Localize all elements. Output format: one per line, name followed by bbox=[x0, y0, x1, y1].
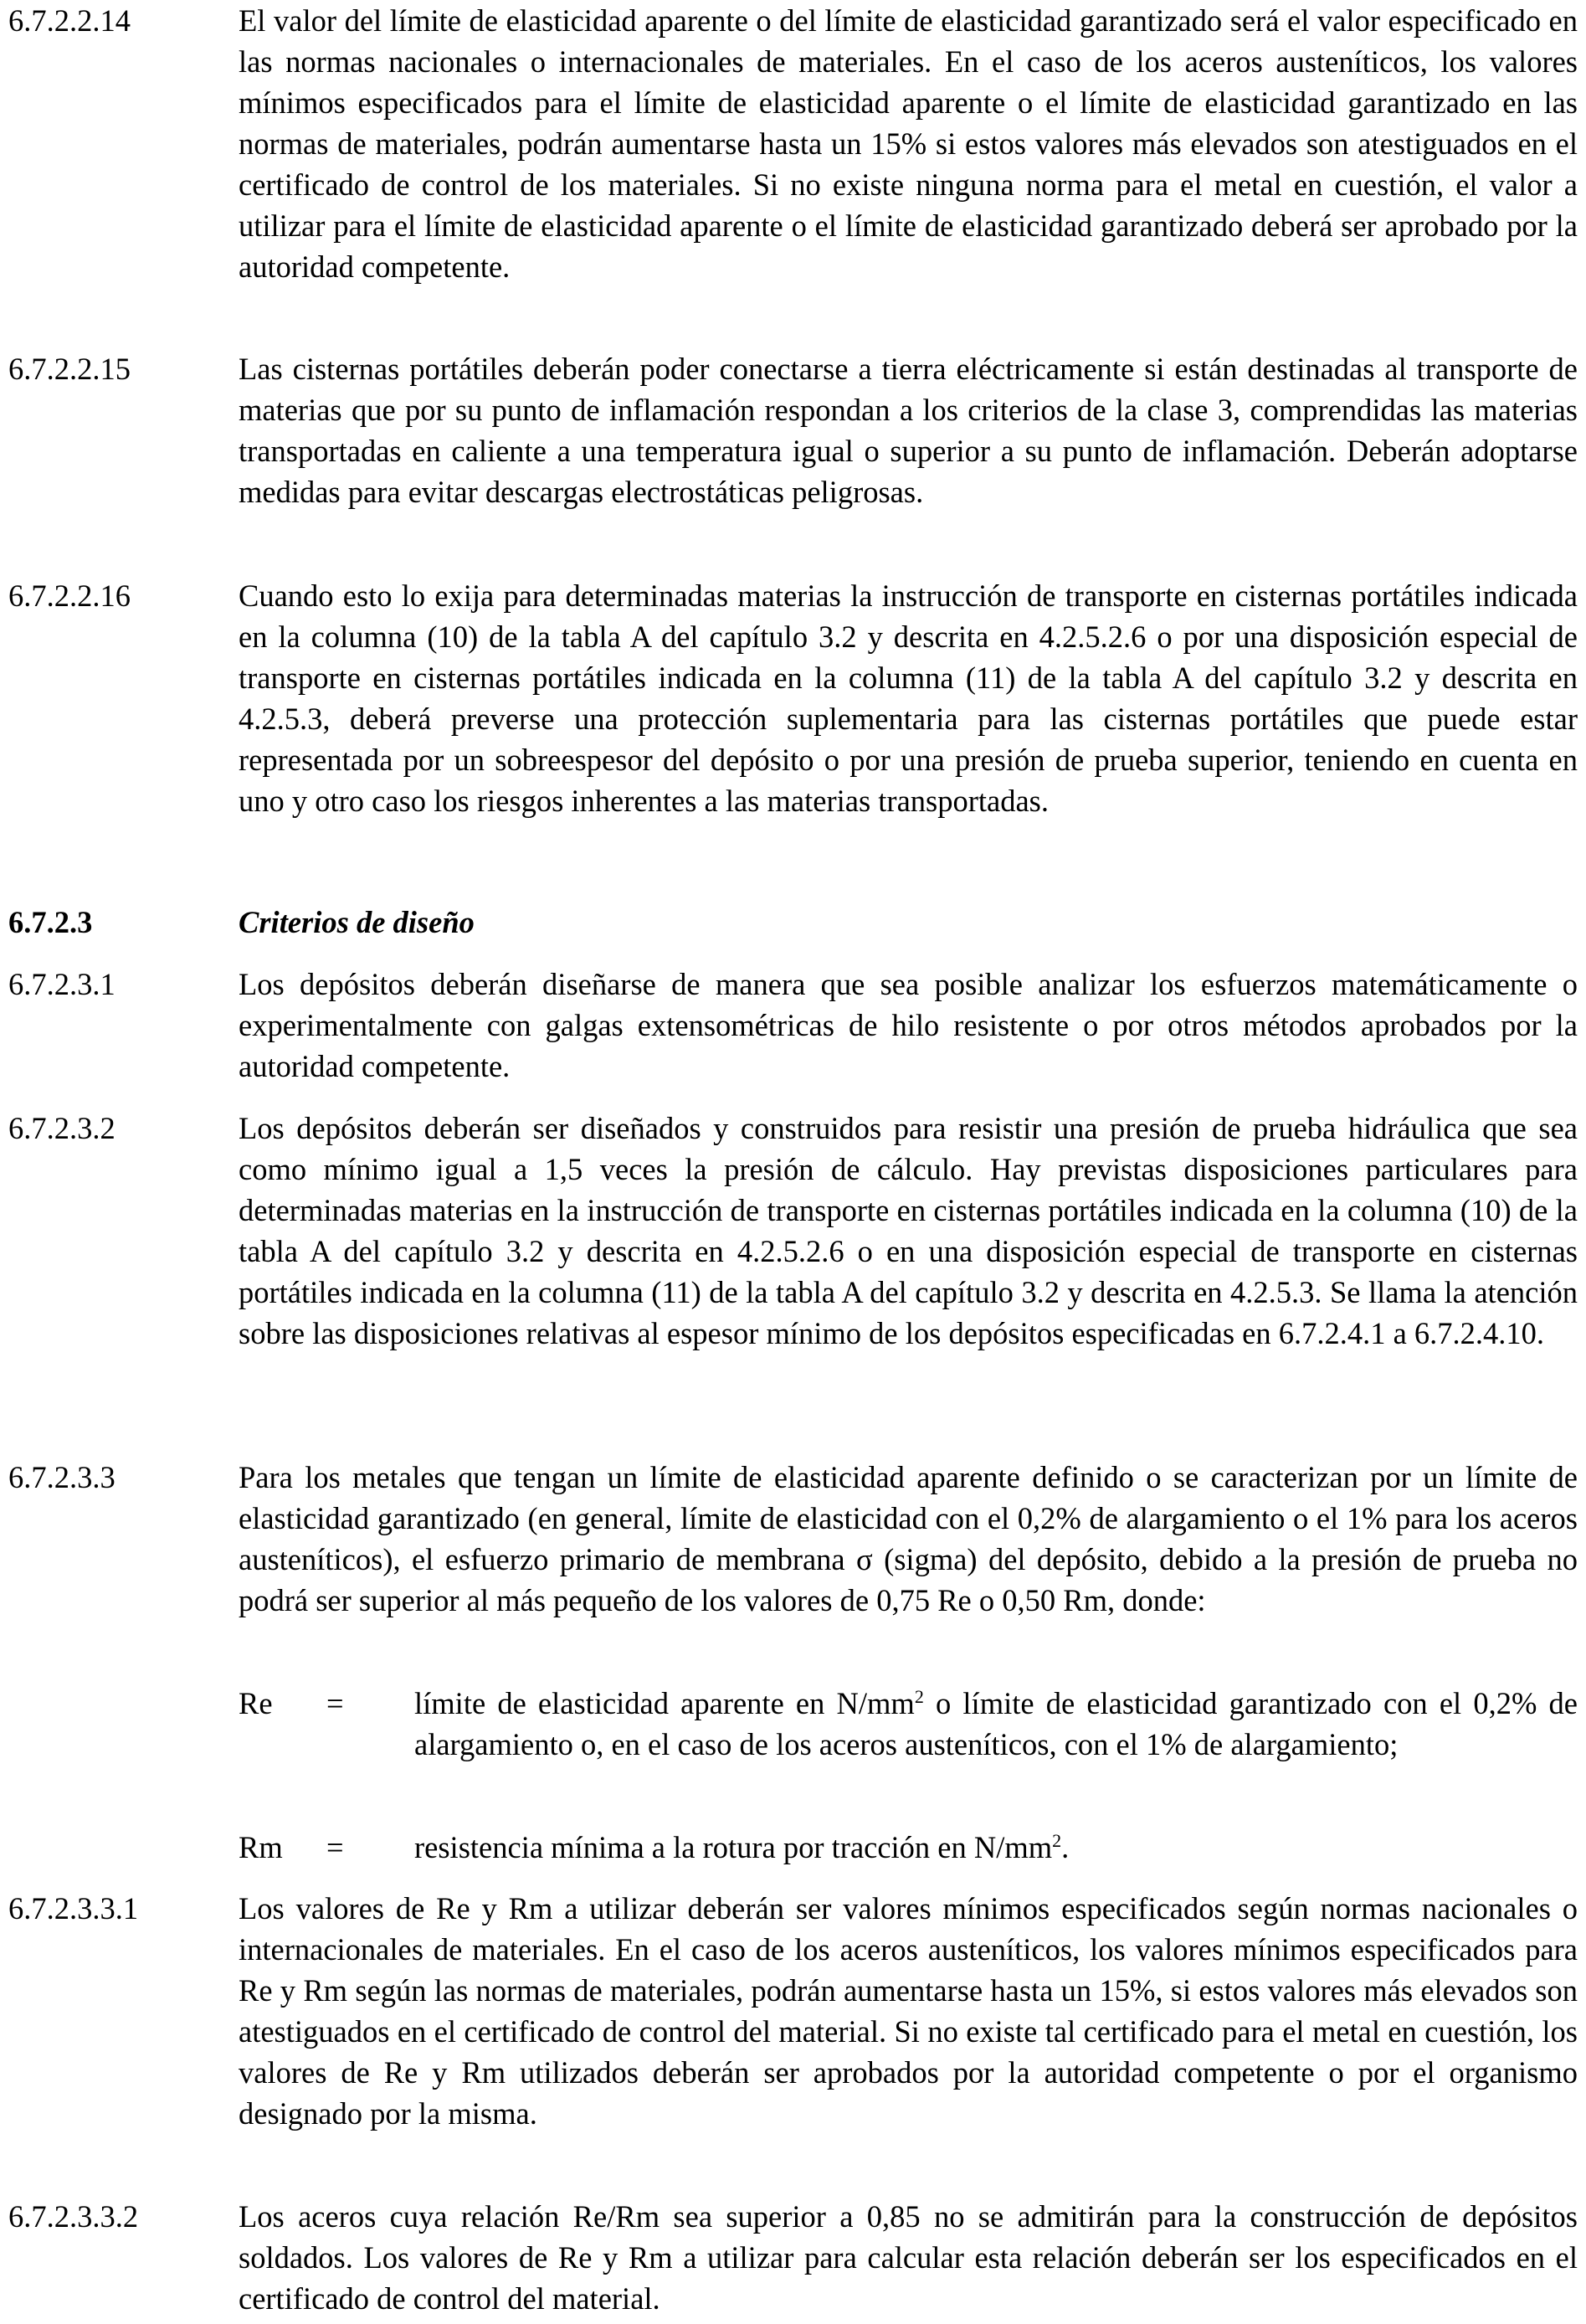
paragraph-text: Los valores de Re y Rm a utilizar deberán ser valores mínimos especificados según normas nacionales o internacionales de materiales. En el caso de los aceros austeníticos, los valores mínimos especificados para Re y Rm según las normas de materiales, podrán aumentarse hasta un 15%, si estos valores más elevados son atestiguados en el certificado de control del material. Si no existe tal certificado para el metal en cuestión, los valores de Re y Rm utilizados deberán ser aprobados por la autoridad competente o por el organismo designado por la misma. bbox=[239, 1891, 1578, 2131]
paragraph-text: Los aceros cuya relación Re/Rm sea superior a 0,85 no se admitirán para la construcción de depósitos soldados. Los valores de Re y Rm a utilizar para calcular esta relación deberán ser los especificados en el certificado de control del material. bbox=[239, 2199, 1578, 2316]
paragraph-number: 6.7.2.3.3.2 bbox=[8, 2199, 139, 2234]
paragraph-number: 6.7.2.3.3.1 bbox=[8, 1891, 139, 1926]
paragraph-text: Cuando esto lo exija para determinadas materias la instrucción de transporte en cisternas portátiles indicada en la columna (10) de la tabla A del capítulo 3.2 y descrita en 4.2.5.2.6 o por una disposición especial de transporte en cisternas portátiles indicada en la columna (11) de la tabla A del capítulo 3.2 y descrita en 4.2.5.3, deberá preverse una protección suplementaria para las cisternas portátiles que puede estar representada por un sobreespesor del depósito o por una presión de prueba superior, teniendo en cuenta en uno y otro caso los riesgos inherentes a las materias transportadas. bbox=[239, 578, 1578, 818]
paragraph-number: 6.7.2.2.16 bbox=[8, 578, 131, 613]
section-title: Criterios de diseño bbox=[239, 905, 475, 939]
definition-equals: = bbox=[326, 1830, 344, 1864]
paragraph-6-7-2-2-16 bbox=[8, 575, 1578, 821]
definition-re bbox=[239, 1683, 1578, 1765]
paragraph-number: 6.7.2.3.3 bbox=[8, 1460, 115, 1494]
definition-equals: = bbox=[326, 1686, 344, 1720]
paragraph-number: 6.7.2.3.2 bbox=[8, 1111, 115, 1145]
paragraph-6-7-2-2-14 bbox=[8, 0, 1578, 287]
definition-term: Rm bbox=[239, 1830, 283, 1864]
section-number: 6.7.2.3 bbox=[8, 905, 93, 939]
definition-text: resistencia mínima a la rotura por tracción en $N/mm^2$. bbox=[414, 1829, 1070, 1864]
superscript: 2 bbox=[1052, 1829, 1062, 1851]
paragraph-6-7-2-3-3 bbox=[8, 1457, 1578, 1621]
paragraph-text: Los depósitos deberán diseñarse de manera que sea posible analizar los esfuerzos matemáticamente o experimentalmente con galgas extensométricas de hilo resistente o por otros métodos aprobados por la autoridad competente. bbox=[239, 967, 1578, 1083]
definition-text: límite de elasticidad aparente en $N/mm^2$ o límite de elasticidad garantizado con el 0,2% de alargamiento o, en el caso de los aceros austeníticos, con el 1% de alargamiento; bbox=[414, 1685, 1578, 1761]
paragraph-text: Las cisternas portátiles deberán poder conectarse a tierra eléctricamente si están destinadas al transporte de materias que por su punto de inflamación respondan a los criterios de la clase 3, comprendidas las materias transportadas en caliente a una temperatura igual o superior a su punto de inflamación. Deberán adoptarse medidas para evitar descargas electrostáticas peligrosas. bbox=[239, 352, 1578, 509]
paragraph-number: 6.7.2.2.14 bbox=[8, 3, 131, 38]
definition-term: Re bbox=[239, 1686, 273, 1720]
paragraph-text: El valor del límite de elasticidad aparente o del límite de elasticidad garantizado será el valor especificado en las normas nacionales o internacionales de materiales. En el caso de los aceros austeníticos, los valores mínimos especificados para el límite de elasticidad aparente o el límite de elasticidad garantizado en las normas de materiales, podrán aumentarse hasta un 15% si estos valores más elevados son atestiguados en el certificado de control de los materiales. Si no existe ninguna norma para el metal en cuestión, el valor a utilizar para el límite de elasticidad aparente o el límite de elasticidad garantizado deberá ser aprobado por la autoridad competente. bbox=[239, 3, 1578, 284]
definition-rm bbox=[239, 1827, 1578, 1868]
section-heading bbox=[8, 902, 1578, 943]
paragraph-number: 6.7.2.2.15 bbox=[8, 352, 131, 386]
paragraph-6-7-2-3-3-1 bbox=[8, 1888, 1578, 2134]
paragraph-6-7-2-3-3-2 bbox=[8, 2196, 1578, 2319]
paragraph-6-7-2-3-1 bbox=[8, 964, 1578, 1087]
paragraph-6-7-2-3-2 bbox=[8, 1108, 1578, 1354]
superscript: 2 bbox=[914, 1685, 924, 1707]
paragraph-text: Para los metales que tengan un límite de elasticidad aparente definido o se caracterizan por un límite de elasticidad garantizado (en general, límite de elasticidad con el 0,2% de alargamiento o el 1% para los aceros austeníticos), el esfuerzo primario de membrana σ (sigma) del depósito, debido a la presión de prueba no podrá ser superior al más pequeño de los valores de 0,75 Re o 0,50 Rm, donde: bbox=[239, 1460, 1578, 1617]
paragraph-6-7-2-2-15 bbox=[8, 348, 1578, 512]
paragraph-number: 6.7.2.3.1 bbox=[8, 967, 115, 1001]
paragraph-text: Los depósitos deberán ser diseñados y construidos para resistir una presión de prueba hidráulica que sea como mínimo igual a 1,5 veces la presión de cálculo. Hay previstas disposiciones particulares para determinadas materias en la instrucción de transporte en cisternas portátiles indicada en la columna (10) de la tabla A del capítulo 3.2 y descrita en 4.2.5.2.6 o en una disposición especial de transporte en cisternas portátiles indicada en la columna (11) de la tabla A del capítulo 3.2 y descrita en 4.2.5.3. Se llama la atención sobre las disposiciones relativas al espesor mínimo de los depósitos especificadas en 6.7.2.4.1 a 6.7.2.4.10. bbox=[239, 1111, 1578, 1350]
